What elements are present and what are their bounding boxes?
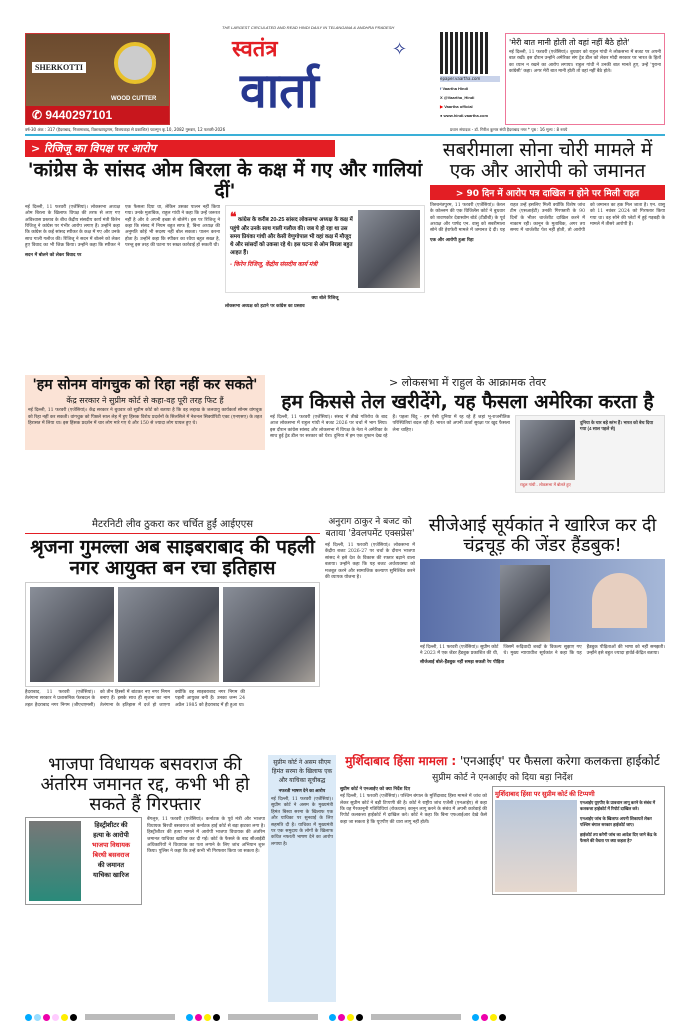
loksabha-kicker-text: > लोकसभा में राहुल के आक्रामक तेवर	[388, 376, 547, 389]
anurag-article	[325, 516, 415, 581]
ad-brand: SHERKOTTI	[32, 62, 86, 73]
rijiju-quote-by: - किरेन रिजिजू, केंद्रीय संसदीय कार्य मंत्री	[230, 261, 318, 268]
assam-body: नई दिल्ली, 11 फरवरी (एजेंसियां)। सुप्रीम कोर्ट ने असम के मुख्यमंत्री हिमंत बिस्वा सरमा के खिलाफ एक और याचिका पर सुनवाई के लिए सहमति दी है। याचिका में मुख्यमंत्री पर एक समुदाय के लोगों के खिलाफ कथित नफरती भाषण देने का आरोप लगाया है।	[271, 797, 333, 847]
facebook-link[interactable]: f Vaartha Hindi	[440, 86, 469, 91]
rahul-photo	[520, 420, 575, 480]
inset-point: हाईकोर्ट तय करेगी जांच का आदेश दिए जाने केंद्र के फैसले की वैधता पर क्या कहता है?	[580, 832, 657, 844]
loksabha-quote: दुनिया के चार बड़े स्तंभ हैं। भारत को बेच दिया गया (4 साल पहले से)	[580, 419, 654, 431]
inset-line: हत्या के आरोपी	[93, 832, 129, 840]
inset-line: बिरथी बसवराज	[92, 852, 130, 860]
sonam-body: नई दिल्ली, 11 फरवरी (एजेंसियां)। केंद्र सरकार ने बुधवार को सुप्रीम कोर्ट को बताया है कि वह लद्दाख के जलवायु कार्यकर्ता सोनम वांगचुक को रिहा नहीं कर सकती। वांगचुक को पिछले साल लेह में हुए हिंसक विरोध प्रदर्शनों के सिलसिले में नेशनल सिक्योरिटी एक्ट (एनएसए) के तहत हिरासत में लिया था। इस हिंसक प्रदर्शन में चार लोग मारे गए थे और 150 से ज्यादा लोग घायल हुए थे।	[28, 408, 262, 427]
sabarimala-body: तिरुवनंतपुरम, 11 फरवरी (एजेंसियां)। केरल के कोल्लम की एक विजिलेंस कोर्ट ने बुधवार को त्रावणकोर देवास्वोम बोर्ड (टीडीबी) के पूर्व अध्यक्ष और पार्षद एन. वासु को सबरीमाला सोने की हेराफेरी मामले में जमानत दे दी। यह राहत उन्हें इसलिए मिली क्योंकि विशेष जांच टीम (एसआईटी) उनकी गिरफ्तारी के 90 दिनों के भीतर चार्जशीट दाखिल करने में नाकाम रही। कानून के मुताबिक, अगर तय समय में चार्जशीट पेश नहीं होती, तो आरोपी को जमानत का हक मिल जाता है। एन. वासु को 11 नवंबर 2024 को गिरफ्तार किया गया था। वह सोने की प्लेटों में हुई गड़बड़ी के मामले में तीसरे आरोपी हैं।	[430, 202, 665, 234]
top-quote-body: नई दिल्ली, 11 फरवरी (एजेंसियां)। बुधवार को राहुल गांधी ने लोकसभा में बजट पर अपनी बात रखी। इस दौरान उन्होंने अमेरिका संग ट्रेड डील को लेकर मोदी सरकार पर भारत के हितों का ध्यान न रखने का आरोप लगाया। राहुल गांधी ने उनकी बात मानते हुए, उन्हें 'पुराना कांग्रेसी' कहा। अगर मेरी बात मानी होती तो वहां नहीं बैठे होते।	[509, 50, 661, 75]
anurag-body: नई दिल्ली, 11 फरवरी (एजेंसियां)। लोकसभा में केंद्रीय बजट 2026-27 पर चर्चा के दौरान भाजपा सांसद ने इसे देश के विकास की रफ्तार बढ़ाने वाला बताया। उन्होंने कहा कि यह बजट अर्थव्यवस्था को मजबूत करने और सामाजिक कल्याण सुनिश्चित करने की व्यापक योजना है।	[325, 543, 415, 581]
website[interactable]: epaper.vaartha.com	[440, 76, 500, 82]
cji-headline: सीजेआई सूर्यकांत ने खारिज कर दी चंद्रचूड़ की जेंडर हैंडबुक!	[428, 515, 657, 556]
cji-article	[420, 516, 665, 667]
rijiju-body: नई दिल्ली, 11 फरवरी (एजेंसियां)। लोकसभा अध्यक्ष ओम बिरला के खिलाफ विपक्ष की तरफ से लाए गए अविश्वास प्रस्ताव के बीच केंद्रीय संसदीय कार्य मंत्री किरेन रिजिजू ने कांग्रेस पर गंभीर आरोप लगाए हैं। उन्होंने कहा कि कांग्रेस के कई सांसद स्पीकर के कक्ष में गए और उनके साथ गाली गलौज की। रिजिजू ने सदन में बोलने को लेकर हुए विवाद का भी जिक्र किया। उन्होंने कहा कि स्पीकर ने एक फैसला दिया था, लेकिन उसका पालन नहीं किया गया। उनके मुताबिक, राहुल गांधी ने कहा कि उन्हें जरूरत नहीं है और वे अपनी इच्छा से बोलेंगे। इस पर रिजिजू ने कहा कि संसद में नियम बहुत साफ हैं, बिना अध्यक्ष की अनुमति कोई भी सदस्य नहीं बोल सकता। पालन करना होता है। उन्होंने कहा कि स्पीकर का रवैया बहुत सख्त है, परन्तु इस तरह की घटना पर सख्त कार्रवाई हो सकती थी।	[25, 204, 220, 249]
headline-red: मुर्शिदाबाद हिंसा मामला :	[345, 754, 457, 768]
phone-number: 9440297101	[45, 108, 113, 122]
bjp-headline: भाजपा विधायक बसवराज की अंतरिम जमानत रद्द, कभी भी हो सकते हैं गिरफ्तार	[40, 754, 250, 815]
rijiju-subhead2: लोकसभा अध्यक्ष को हटाने पर कांग्रेस का प्रस्ताव	[225, 303, 305, 309]
x-link[interactable]: X @Vaartha_Hindi	[440, 95, 475, 100]
web-link[interactable]: ● www.hindi.vaartha.com	[440, 113, 489, 118]
header-rule	[25, 134, 665, 136]
social-links	[440, 84, 502, 120]
top-quote-title: 'मेरी बात मानी होती तो वहां नहीं बैठे होते'	[509, 38, 630, 47]
rijiju-subhead: क्या बोले रिजिजू	[311, 295, 339, 301]
quote-mark-icon: ❝	[230, 209, 237, 224]
rijiju-photo	[358, 210, 420, 288]
logo-main: वार्ता	[240, 65, 319, 118]
sabarimala-headline: सबरीमाला सोना चोरी मामले में एक और आरोपी को जमानत	[442, 139, 653, 182]
sonam-box	[25, 375, 265, 450]
rijiju-quote-text: कांग्रेस के करीब 20-25 सांसद लोकसभा अध्यक्ष के कक्ष में पहुंचे और उनके साथ गाली गलौज की। जब ये हो रहा था उस समय प्रियंका गांधी और केसी वेणुगोपाल भी वहां कक्ष में मौजूद थे और सांसदों को उकसा रहे थे। इस घटना से ओम बिरला बहुत आहत हैं।	[230, 216, 353, 256]
assam-subhead: नफरती भाषण देने का आरोप	[278, 788, 326, 793]
rijiju-article	[25, 140, 425, 311]
sonam-subhead: केंद्र सरकार ने सुप्रीम कोर्ट से कहा-वह पूरी तरह फिट हैं	[66, 396, 224, 406]
murshidabad-article	[340, 755, 665, 895]
inset-point: एनआईए यूएपीए के प्रावधान लागू करने के संबंध में कलकत्ता हाईकोर्ट में रिपोर्ट दाखिल करे।	[580, 800, 656, 812]
rijiju-quote	[230, 210, 354, 257]
loksabha-article	[270, 375, 665, 493]
srijana-photo-3	[223, 587, 315, 682]
rijiju-quote-box	[225, 205, 425, 293]
maternity-body: हैदराबाद, 11 फरवरी (एजेंसियां)। तेलंगाना सरकार ने प्रशासनिक फेरबदल के तहत हैदराबाद नगर निगम (जीएचएमसी) को तीन हिस्सों में बांटकर नए नगर निगम बनाए हैं। इसके साथ ही सृजना का नाम तेलंगाना के इतिहास में दर्ज हो जाएगा क्योंकि वह साइबराबाद नगर निगम की पहली आयुक्त बनी हैं। उनका जन्म 24 अप्रैल 1985 को हैदराबाद में ही हुआ था।	[25, 689, 245, 708]
murshidabad-body: नई दिल्ली, 11 फरवरी (एजेंसियां)। पश्चिम बंगाल के मुर्शिदाबाद हिंसा मामले में जांच को लेकर सुप्रीम कोर्ट ने बड़ी टिप्पणी की है। कोर्ट ने राष्ट्रीय जांच एजेंसी (एनआईए) से कहा कि वह गैरकानूनी गतिविधियां (रोकथाम) कानून लागू करने के संबंध में अपनी कार्रवाई की रिपोर्ट कलकत्ता हाईकोर्ट में दाखिल करे। कोर्ट ने कहा कि बिना एफआईआर देखे कैसे कहा जा सकता है कि यूएपीए की धारा लागू नहीं होती।	[340, 794, 487, 825]
headline-rest: 'एनआईए' पर फैसला करेगा कलकत्ता हाईकोर्ट	[456, 754, 660, 768]
inset-line: भाजपा विधायक	[92, 842, 130, 850]
cji-subhead: सीजेआई बोले-हैंडबुक नहीं समझ सकती रेप पीड़िता	[420, 660, 505, 666]
supreme-court-dome	[592, 573, 647, 628]
assam-headline: सुप्रीम कोर्ट ने असम सीएम हिमंत सरमा के खिलाफ एक और याचिका सूचीबद्ध	[271, 759, 333, 784]
dove-icon: ✧	[392, 39, 408, 60]
srijana-photo-1	[30, 587, 114, 682]
top-quote-box	[505, 33, 665, 125]
saw-blade-icon	[114, 42, 156, 84]
tagline: THE LARGEST CIRCULATED AND READ HINDI DAILY IN TELANGANA & ANDHRA PRADESH	[222, 25, 395, 30]
rijiju-headline: 'कांग्रेस के सांसद ओम बिरला के कक्ष में गए और गालियां दीं'	[27, 159, 423, 202]
supreme-court-image	[495, 800, 577, 892]
youtube-link[interactable]: ▶ Vaartha official	[440, 104, 473, 109]
loksabha-photo-box	[515, 415, 665, 493]
loksabha-kicker	[270, 375, 665, 390]
bjp-article	[25, 755, 265, 905]
anurag-headline: अनुराग ठाकुर ने बजट को बताया 'डेवलपमेंट एक्सप्रेस'	[325, 517, 415, 539]
maternity-article	[25, 516, 320, 709]
ad-banner[interactable]	[25, 33, 170, 125]
maternity-kicker: मैटरनिटी लीव ठुकरा कर चर्चित हुईं आईएएस	[25, 516, 320, 534]
assam-box	[268, 755, 336, 1002]
inset-title: मुर्शिदाबाद हिंसा पर सुप्रीम कोर्ट की टिप्पणी	[495, 791, 595, 799]
rijiju-kicker: > रिजिजू का विपक्ष पर आरोप	[25, 140, 335, 157]
dateline-left: वर्ष-30 अंक : 317 (हैदराबाद, निजामाबाद, विशाखापट्टणम, विजयवाड़ा से प्रकाशित) फाल्गुन कृ.10, 2082 गुरुवार, 12 फरवरी-2026	[25, 127, 226, 132]
murshidabad-subhead: सुप्रीम कोर्ट ने एनआईए को दिया बड़ा निर्देश	[432, 773, 573, 784]
srijana-photo-2	[118, 587, 219, 682]
sabarimala-subhead: एक और आरोपी हुआ रिहा	[430, 237, 474, 243]
sonam-headline: 'हम सोनम वांगचुक को रिहा नहीं कर सकते'	[32, 377, 258, 393]
loksabha-body: नई दिल्ली, 11 फरवरी (एजेंसियां)। संसद में तीखे गतिरोध के बाद आज लोकसभा में राहुल गांधी ने बजट 2026 पर चर्चा में भाग लिया। इस दौरान कांग्रेस सांसद और लोकसभा में विपक्ष के नेता ने अमेरिका के साथ हुई ट्रेड डील पर सरकार को घेरा। दुनिया में हम एक तूफान देख रहे हैं। पहला बिंदु - हम ऐसी दुनिया में रह रहे हैं जहां भू-राजनीतिक परिस्थितियां बदल रही हैं। भारत को अपनी ऊर्जा सुरक्षा पर खुद फैसला लेना चाहिए।	[270, 414, 510, 440]
cji-body: नई दिल्ली, 11 फरवरी (एजेंसियां)। सुप्रीम कोर्ट ने 2023 में एक जेंडर हैंडबुक प्रकाशित की थी, जिसमें रूढ़िवादी शब्दों के विकल्प सुझाए गए थे। मुख्य न्यायाधीश सूर्यकांत ने कहा कि यह हैंडबुक पीड़िताओं की भाषा को नहीं समझती। उन्होंने इसे बहुत ज्यादा हार्वर्ड-केंद्रित बताया।	[420, 644, 665, 656]
inset-point: एनआईए जांच के खिलाफ अपनी शिकायतें लेकर पश्चिम बंगाल सरकार हाईकोर्ट जाए।	[580, 816, 652, 828]
cji-portrait	[500, 565, 550, 642]
loksabha-headline: हम किससे तेल खरीदेंगे, यह फैसला अमेरिका करता है	[281, 391, 654, 413]
qr-code[interactable]	[440, 32, 490, 74]
inset-line: की जमानत	[97, 862, 125, 870]
murshidabad-subhead2: सुप्रीम कोर्ट ने एनआईए को क्या निर्देश दिए	[340, 787, 411, 793]
sabarimala-article	[430, 140, 665, 245]
basavaraj-photo	[29, 821, 81, 901]
murshidabad-inset	[492, 786, 665, 895]
loksabha-caption: राहुल गांधी - लोकसभा में बोलते हुए	[520, 481, 571, 487]
rijiju-footer: सदन में बोलने को लेकर विवाद पर	[25, 252, 82, 258]
dateline-right: प्रधान संपादक - डॉ. गिरीश कुमार संघी हैदराबाद नगर * पृष्ठ : 16 मूल्य : 8 रुपये	[450, 127, 568, 132]
color-registration-bar	[25, 1006, 665, 1025]
cji-photo	[420, 559, 665, 642]
maternity-headline: श्रृजना गुमल्ला अब साइबराबाद की पहली नगर आयुक्त बन रचा इतिहास	[30, 536, 315, 579]
inset-line: हिस्ट्रीशीटर की	[94, 822, 128, 830]
inset-line: याचिका खारिज	[93, 872, 129, 880]
sabarimala-kicker: > 90 दिन में आरोप पत्र दाखिल न होने पर मिली राहत	[430, 185, 665, 200]
bjp-body: बेंगलुरु, 11 फरवरी (एजेंसियां)। कर्नाटक के पूर्व मंत्री और भाजपा विधायक बिरथी बसवराज को कर्नाटक हाई कोर्ट से बड़ा झटका लगा है। हिस्ट्रीशीटर की हत्या मामले में आरोपी भाजपा विधायक की अंतरिम जमानत याचिका खारिज कर दी गई। कोर्ट के फैसले के बाद सीआईडी अधिकारियों ने विधायक का पता लगाने के लिए जांच अभियान शुरू किया। पुलिस ने कहा कि उन्हें कभी भी गिरफ्तार किया जा सकता है।	[147, 817, 265, 855]
ad-product: WOOD CUTTER	[111, 96, 157, 102]
bjp-inset	[25, 817, 142, 905]
maternity-photos	[25, 582, 320, 687]
ad-phone: ✆ 9440297101	[26, 106, 169, 124]
logo-top: स्वतंत्र	[232, 36, 278, 61]
murshidabad-headline	[340, 755, 665, 768]
